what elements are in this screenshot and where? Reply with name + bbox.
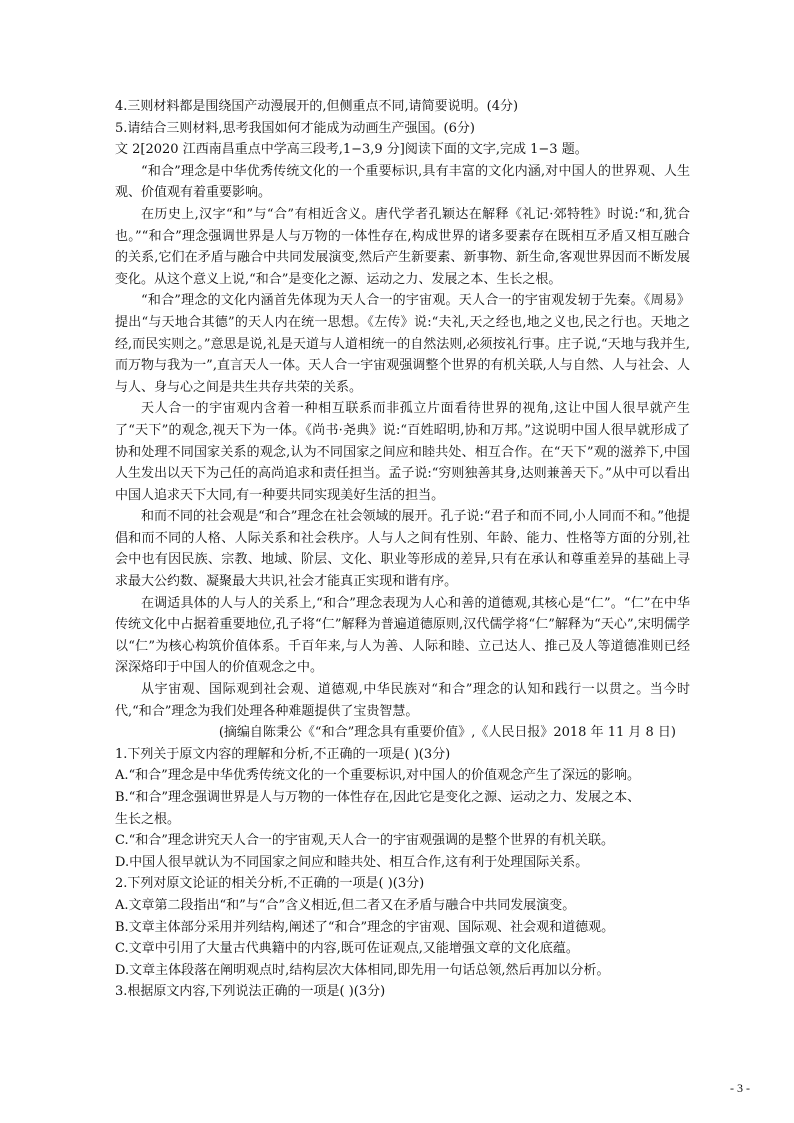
paragraph-5: 和而不同的社会观是“和合”理念在社会领域的展开。孔子说:“君子和而不同,小人同而不和。”他提倡和而不同的人格、人际关系和社会秩序。人与人之间有性别、年龄、能力、性格等方面的分别,社会中也有因民族、宗教、地域、阶层、文化、职业等形成的差异,只有在承认和尊重差异的基础上寻求最大公约数、凝聚最大共识,社会才能真正实现和谐有序。 [115, 509, 690, 590]
question-1-option-c: C.“和合”理念讲究天人合一的宇宙观,天人合一的宇宙观强调的是整个世界的有机关联。 [115, 833, 615, 849]
text2-header: 文 2[2020 江西南昌重点中学高三段考,1−3,9 分]阅读下面的文字,完成 1−3 题。 [115, 142, 588, 158]
question-2-stem: 2.下列对原文论证的相关分析,不正确的一项是( )(3分) [115, 876, 425, 892]
question-2-option-d: D.文章主体段落在阐明观点时,结构层次大体相同,即先用一句话总领,然后再加以分析。 [115, 962, 610, 978]
question-2-option-b: B.文章主体部分采用并列结构,阐述了“和合”理念的宇宙观、国际观、社会观和道德观。 [115, 919, 615, 935]
question-4: 4.三则材料都是围绕国产动漫展开的,但侧重点不同,请简要说明。(4分) [115, 99, 519, 114]
source-citation: (摘编自陈秉公《“和合”理念具有重要价值》,《人民日报》2018 年 11 月 8 日) [218, 725, 676, 741]
question-5: 5.请结合三则材料,思考我国如何才能成为动画生产强国。(6分) [115, 120, 475, 136]
document-body [115, 96, 690, 1003]
question-2-option-a: A.文章第二段指出“和”与“合”含义相近,但二者又在矛盾与融合中共同发展演变。 [115, 897, 576, 913]
question-1-option-b: B.“和合”理念强调世界是人与万物的一体性存在,因此它是变化之源、运动之力、发展之本、 [115, 790, 641, 805]
paragraph-6: 在调适具体的人与人的关系上,“和合”理念表现为人心和善的道德观,其核心是“仁”。“仁”在中华传统文化中占据着重要地位,孔子将“仁”解释为普遍道德原则,汉代儒学将“仁”解释为“天心”,宋明儒学以“仁”为核心构筑价值体系。千百年来,与人为善、人际和睦、立己达人、推己及人等道德准则已经深深烙印于中国人的价值观念之中。 [115, 595, 690, 676]
question-1-stem: 1.下列关于原文内容的理解和分析,不正确的一项是( )(3分) [115, 746, 451, 762]
question-1-option-d: D.中国人很早就认为不同国家之间应和睦共处、相互合作,这有利于处理国际关系。 [115, 854, 589, 870]
question-2-option-c: C.文章中引用了大量古代典籍中的内容,既可佐证观点,又能增强文章的文化底蕴。 [115, 941, 579, 957]
paragraph-7: 从宇宙观、国际观到社会观、道德观,中华民族对“和合”理念的认知和践行一以贯之。当今时代,“和合”理念为我们处理各种难题提供了宝贵智慧。 [115, 682, 690, 719]
question-1-option-a: A.“和合”理念是中华优秀传统文化的一个重要标识,对中国人的价值观念产生了深远的影响。 [115, 768, 640, 784]
paragraph-1: “和合”理念是中华优秀传统文化的一个重要标识,具有丰富的文化内涵,对中国人的世界观、人生观、价值观有着重要影响。 [115, 163, 690, 201]
paragraph-2: 在历史上,汉字“和”与“合”有相近含义。唐代学者孔颖达在解释《礼记·郊特牲》时说:“和,犹合也。”“和合”理念强调世界是人与万物的一体性存在,构成世界的诸多要素存在既相互矛盾又相互融合的关系,它们在矛盾与融合中共同发展演变,然后产生新要素、新事物、新生命,客观世界因而不断发展变化。从这个意义上说,“和合”是变化之源、运动之力、发展之本、生长之根。 [115, 206, 690, 287]
question-3-stem: 3.根据原文内容,下列说法正确的一项是( )(3分) [115, 984, 386, 1000]
question-1-option-b-cont: 生长之根。 [115, 811, 181, 827]
page-number: - 3 - [730, 1081, 750, 1095]
paragraph-4: 天人合一的宇宙观内含着一种相互联系而非孤立片面看待世界的视角,这让中国人很早就产生了“天下”的观念,视天下为一体。《尚书·尧典》说:“百姓昭明,协和万邦。”这说明中国人很早就形成了协和处理不同国家关系的观念,认为不同国家之间应和睦共处、相互合作。在“天下”观的滋养下,中国人生发出以天下为己任的高尚追求和责任担当。孟子说:“穷则独善其身,达则兼善天下。”从中可以看出中国人追求天下大同,有一种要共同实现美好生活的担当。 [115, 401, 690, 503]
paragraph-3: “和合”理念的文化内涵首先体现为天人合一的宇宙观。天人合一的宇宙观发轫于先秦。《周易》提出“与天地合其德”的天人内在统一思想。《左传》说:“夫礼,天之经也,地之义也,民之行也。天地之经,而民实则之。”意思是说,礼是天道与人道相统一的自然法则,必须按礼行事。庄子说,“天地与我并生,而万物与我为一”,直言天人一体。天人合一宇宙观强调整个世界的有机关联,人与自然、人与社会、人与人、身与心之间是共生共存共荣的关系。 [115, 293, 690, 395]
